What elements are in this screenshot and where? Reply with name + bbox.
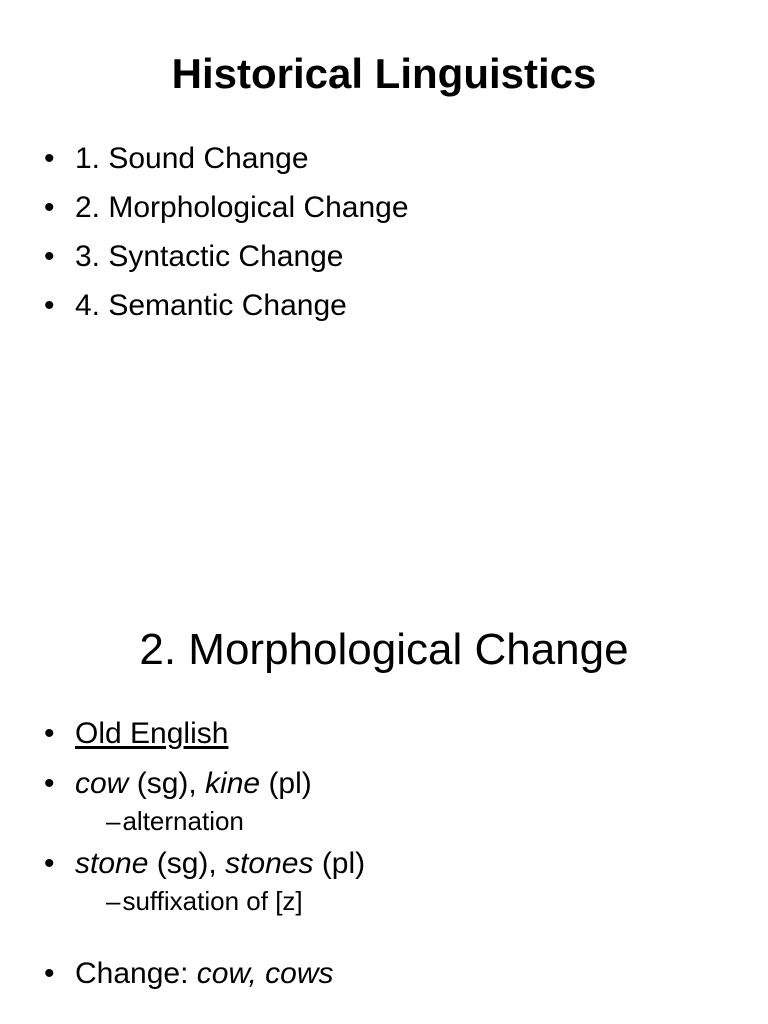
list-item-heading [44,716,365,752]
bullet-icon: • [44,847,55,880]
plural-tag: (pl) [268,767,312,800]
list-item-text: 3. Syntactic Change [75,240,344,273]
sub-item-text: alternation [122,806,244,836]
bullet-icon: • [44,240,55,273]
list-item [44,239,409,288]
sub-item [75,806,365,836]
bullet-icon: • [44,142,55,175]
singular-word: cow [75,767,129,800]
list-item [44,190,409,239]
list-item [44,141,409,190]
bullet-icon: • [44,767,55,800]
bullet-icon: • [44,289,55,322]
list-item-change [44,956,365,992]
bullet-icon: • [44,717,55,750]
plural-tag: (pl) [321,847,366,880]
bullet-icon: • [44,957,55,990]
list-item-example [44,766,365,836]
bullet-icon: • [44,191,55,224]
list-item-text: 2. Morphological Change [75,191,409,224]
dash-icon: – [106,886,121,916]
list-item [44,288,409,337]
sub-item [75,886,365,916]
change-word: cows [265,957,334,990]
change-label: Change: [75,957,189,990]
list-item-text: 4. Semantic Change [75,289,347,322]
singular-tag: (sg), [136,767,197,800]
singular-tag: (sg), [156,847,217,880]
content-list [44,716,365,992]
change-word: cow, [196,957,257,990]
plural-word: stones [225,847,314,880]
slide-morphological-change [0,576,768,1024]
plural-word: kine [205,767,261,800]
sub-item-text: suffixation of [z] [122,886,303,916]
slide-title: 2. Morphological Change [139,625,629,674]
topic-list [44,141,409,337]
slide-title: Historical Linguistics [171,50,597,97]
singular-word: stone [75,847,149,880]
dash-icon: – [106,806,121,836]
list-item-text: 1. Sound Change [75,142,309,175]
section-heading: Old English [75,717,229,750]
list-item-example [44,846,365,916]
